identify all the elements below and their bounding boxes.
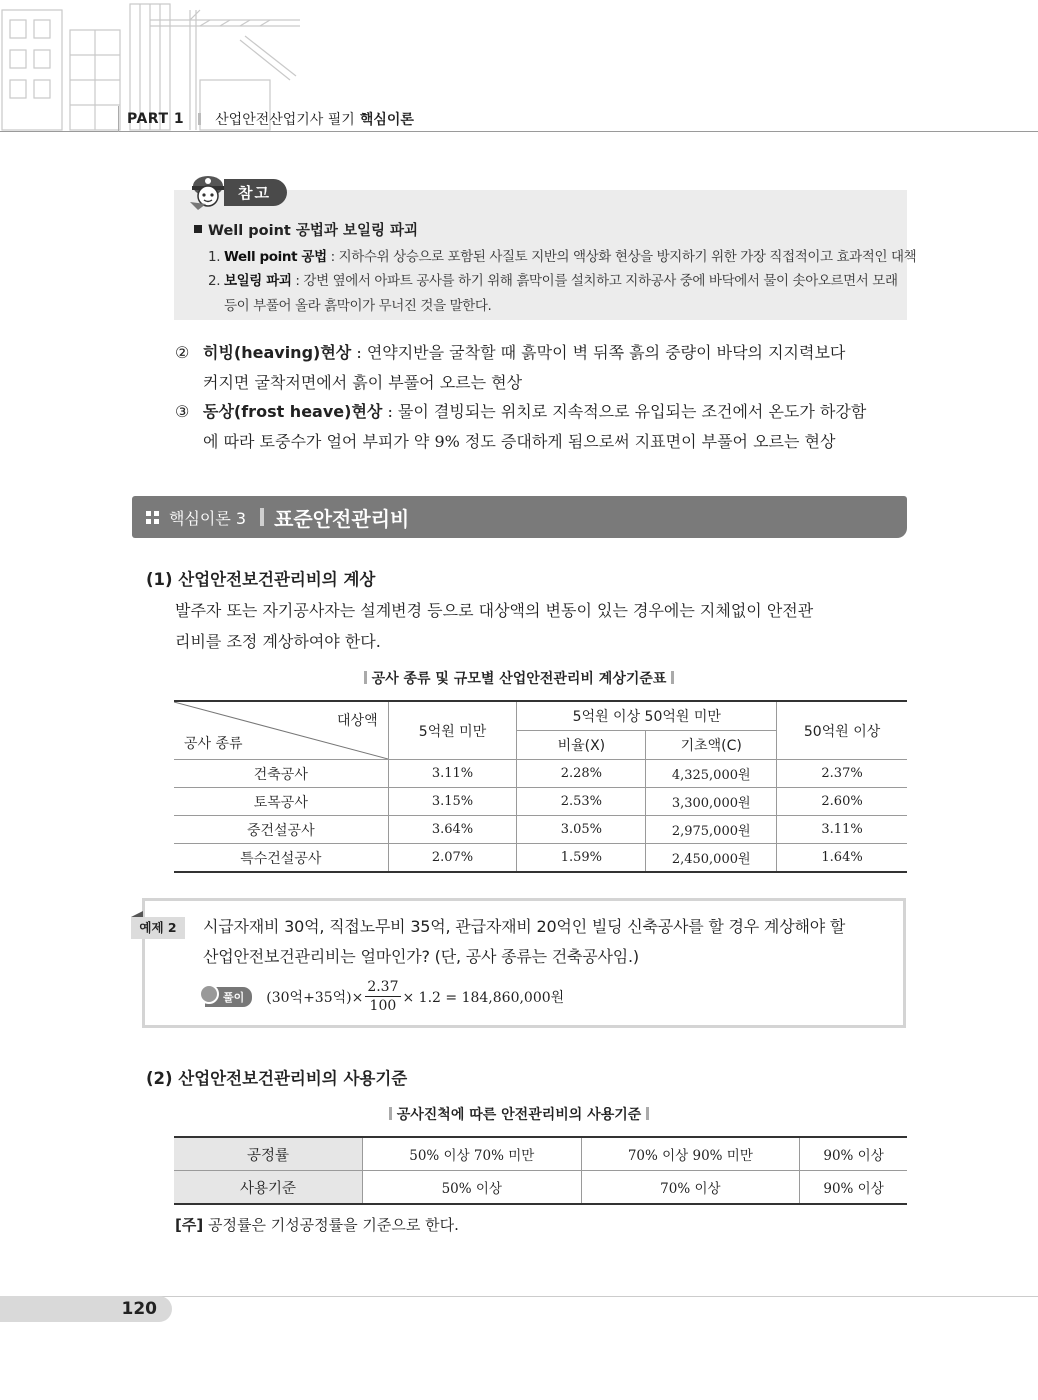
subsection-1-line-2: 리비를 조정 계상하여야 한다. [175, 632, 381, 651]
usage-cell: 70% 이상 [581, 1171, 800, 1205]
section-label: 핵심이론 [359, 112, 414, 128]
progress-cell: 70% 이상 90% 미만 [581, 1137, 800, 1171]
subheading-2: (2) 산업안전보건관리비의 사용기준 [146, 1069, 408, 1088]
book-title: 산업안전산업기사 필기 [215, 112, 355, 128]
over-50-cell: 3.11% [777, 816, 907, 844]
base-cell: 2,450,000원 [646, 844, 777, 873]
heaving-text: : 연약지반을 굴착할 때 흙막이 벽 뒤쪽 흙의 중량이 바닥의 지지력보다 [351, 343, 846, 362]
example-question-line-1: 시급자재비 30억, 직접노무비 35억, 관급자재비 20억인 빌딩 신축공사를 할 경우 계상해야 할 [203, 917, 846, 936]
header-amount: 대상액 [337, 713, 378, 729]
usage-standard-table [174, 1136, 907, 1205]
over-50-cell: 2.37% [777, 760, 907, 788]
table-2-caption: 공사진척에 따른 안전관리비의 사용기준 [0, 1104, 1038, 1124]
over-50-cell: 2.60% [777, 788, 907, 816]
header-over-50: 50억원 이상 [777, 701, 907, 760]
point-frost-heave: ③ 동상(frost heave)현상 : 물이 결빙되는 위치로 지속적으로 유입되는 조건에서 온도가 하강함 에 따라 토중수가 얼어 부피가 약 9% 정도 증대하게 됨으로써 지표면이 부풀어 오르는 현상 [175, 402, 867, 451]
note-heading-text: Well point 공법과 보일링 파괴 [208, 223, 419, 239]
work-type-cell: 중건설공사 [174, 816, 388, 844]
base-cell: 3,300,000원 [646, 788, 777, 816]
point-heaving: ② 히빙(heaving)현상 : 연약지반을 굴착할 때 흙막이 벽 뒤쪽 흙의 중량이 바닥의 지지력보다 커지면 굴착저면에서 흙이 부풀어 오르는 현상 [175, 343, 846, 392]
banner-title: 표준안전관리비 [274, 506, 410, 531]
square-bullet-icon [194, 225, 202, 233]
note-tab-label: 참고 [224, 179, 287, 206]
table-row [174, 760, 907, 788]
table-row [174, 1171, 907, 1205]
header-5-to-50: 5억원 이상 50억원 미만 [517, 701, 777, 731]
banner-separator [260, 508, 264, 526]
rate-cell: 3.05% [517, 816, 646, 844]
example-question-line-2: 산업안전보건관리비는 얼마인가? (단, 공사 종류는 건축공사임.) [203, 947, 639, 966]
fraction-numerator: 2.37 [367, 979, 399, 995]
subsection-1-line-1: 발주자 또는 자기공사자는 설계변경 등으로 대상액의 변동이 있는 경우에는 지체없이 안전관 [175, 601, 814, 620]
solution-label: 풀이 [205, 987, 252, 1007]
under-5-cell: 3.11% [388, 760, 517, 788]
base-cell: 4,325,000원 [646, 760, 777, 788]
part-label: PART 1 [127, 111, 185, 127]
subsection-1-text [175, 595, 907, 657]
solution-fraction [365, 978, 400, 1015]
header-work-type: 공사 종류 [184, 736, 243, 752]
table-row [174, 788, 907, 816]
work-type-cell: 토목공사 [174, 788, 388, 816]
progress-cell: 50% 이상 70% 미만 [363, 1137, 582, 1171]
progress-label-cell: 공정률 [174, 1137, 363, 1171]
note-heading [194, 219, 418, 240]
solution-prefix: (30억+35억)× [266, 989, 364, 1006]
heaving-text-cont: 커지면 굴착저면에서 흙이 부풀어 오르는 현상 [203, 373, 523, 392]
footnote-mark: [주] [175, 1216, 204, 1234]
table-1-caption: 공사 종류 및 규모별 산업안전관리비 계상기준표 [0, 668, 1038, 688]
header-base: 기초액(C) [646, 731, 777, 760]
note-tab [186, 174, 287, 210]
rate-cell: 2.28% [517, 760, 646, 788]
footnote-text: 공정률은 기성공정률을 기준으로 한다. [203, 1216, 459, 1234]
usage-cell: 50% 이상 [363, 1171, 582, 1205]
header-separator [198, 113, 201, 125]
banner-label: 핵심이론 3 [169, 508, 247, 528]
table-row [174, 844, 907, 873]
note-item-1-text: : 지하수위 상승으로 포함된 사질토 지반의 액상화 현상을 방지하기 위한 가장 직접적이고 효과적인 대책 [326, 249, 917, 265]
running-header [118, 106, 1038, 132]
work-type-cell: 건축공사 [174, 760, 388, 788]
note-item-1-term: Well point 공법 [223, 249, 327, 265]
usage-cell: 90% 이상 [800, 1171, 907, 1205]
footnote [175, 1214, 459, 1235]
example-solution [205, 978, 564, 1015]
section-banner [132, 496, 907, 538]
frost-heave-text-cont: 에 따라 토중수가 얼어 부피가 약 9% 정도 증대하게 됨으로써 지표면이 부풀어 오르는 현상 [203, 432, 836, 451]
under-5-cell: 3.64% [388, 816, 517, 844]
usage-label-cell: 사용기준 [174, 1171, 363, 1205]
example-question [203, 912, 893, 972]
safety-cost-table [174, 700, 907, 873]
rate-cell: 1.59% [517, 844, 646, 873]
over-50-cell: 1.64% [777, 844, 907, 873]
solution-suffix: × 1.2 = 184,860,000원 [402, 989, 565, 1006]
note-item-2: 2. 보일링 파괴 : 강변 옆에서 아파트 공사를 하기 위해 흙막이를 설치하고 지하공사 중에 바닥에서 물이 솟아오르면서 모래 [208, 273, 898, 289]
heaving-term: 히빙(heaving)현상 [203, 343, 352, 362]
frost-heave-term: 동상(frost heave)현상 [203, 402, 383, 421]
work-type-cell: 특수건설공사 [174, 844, 388, 873]
header-rate: 비율(X) [517, 731, 646, 760]
page-number: 120 [0, 1296, 172, 1322]
table-row [174, 1137, 907, 1171]
note-item-2-term: 보일링 파괴 [223, 273, 292, 289]
header-under-5: 5억원 미만 [388, 701, 517, 760]
progress-cell: 90% 이상 [800, 1137, 907, 1171]
example-tag: 예제 2 [131, 917, 185, 939]
table-row [174, 816, 907, 844]
frost-heave-text: : 물이 결빙되는 위치로 지속적으로 유입되는 조건에서 온도가 하강함 [382, 402, 867, 421]
note-item-2-text: : 강변 옆에서 아파트 공사를 하기 위해 흙막이를 설치하고 지하공사 중에 바닥에서 물이 솟아오르면서 모래 [291, 273, 898, 289]
grid-icon [146, 511, 159, 524]
under-5-cell: 2.07% [388, 844, 517, 873]
diagonal-header-cell [174, 701, 388, 760]
subheading-1: (1) 산업안전보건관리비의 계상 [146, 570, 376, 589]
base-cell: 2,975,000원 [646, 816, 777, 844]
note-item-2-cont: 등이 부풀어 올라 흙막이가 무너진 것을 말한다. [224, 298, 492, 314]
rate-cell: 2.53% [517, 788, 646, 816]
under-5-cell: 3.15% [388, 788, 517, 816]
note-item-1: 1. Well point 공법 : 지하수위 상승으로 포함된 사질토 지반의 액상화 현상을 방지하기 위한 가장 직접적이고 효과적인 대책 [208, 249, 917, 265]
fraction-denominator: 100 [369, 998, 397, 1014]
